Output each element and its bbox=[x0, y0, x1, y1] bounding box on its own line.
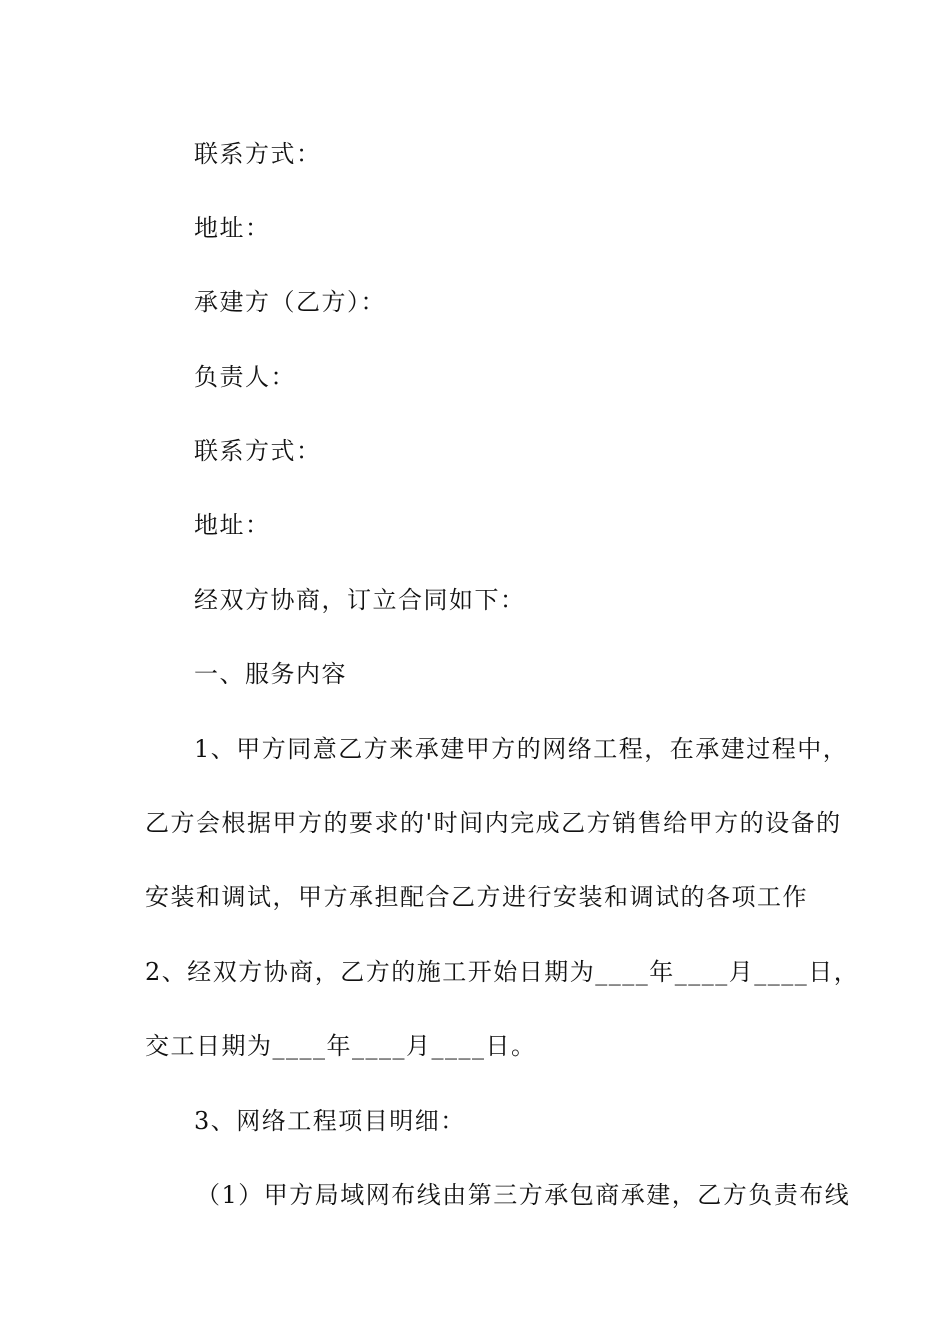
clause-3-item-1: （1）甲方局域网布线由第三方承包商承建，乙方负责布线 bbox=[196, 1181, 851, 1209]
agreement-intro: 经双方协商，订立合同如下： bbox=[194, 586, 526, 614]
party-b-responsible-label: 负责人： bbox=[194, 363, 296, 391]
section-heading-service: 一、服务内容 bbox=[194, 660, 347, 688]
party-a-address-label: 地址： bbox=[194, 214, 271, 242]
party-b-contact-label: 联系方式： bbox=[194, 437, 322, 465]
clause-3-heading: 3、网络工程项目明细： bbox=[194, 1107, 466, 1135]
clause-1-line-2: 乙方会根据甲方的要求的'时间内完成乙方销售给甲方的设备的 bbox=[145, 809, 842, 837]
party-a-contact-label: 联系方式： bbox=[194, 140, 322, 168]
clause-2-line-1: 2、经双方协商，乙方的施工开始日期为____年____月____日， bbox=[145, 958, 860, 986]
party-b-address-label: 地址： bbox=[194, 511, 271, 539]
party-b-heading: 承建方（乙方）： bbox=[194, 288, 386, 316]
clause-1-line-1: 1、甲方同意乙方来承建甲方的网络工程，在承建过程中， bbox=[194, 735, 849, 763]
clause-2-line-2: 交工日期为____年____月____日。 bbox=[145, 1032, 537, 1060]
clause-1-line-3: 安装和调试，甲方承担配合乙方进行安装和调试的各项工作 bbox=[145, 883, 808, 911]
